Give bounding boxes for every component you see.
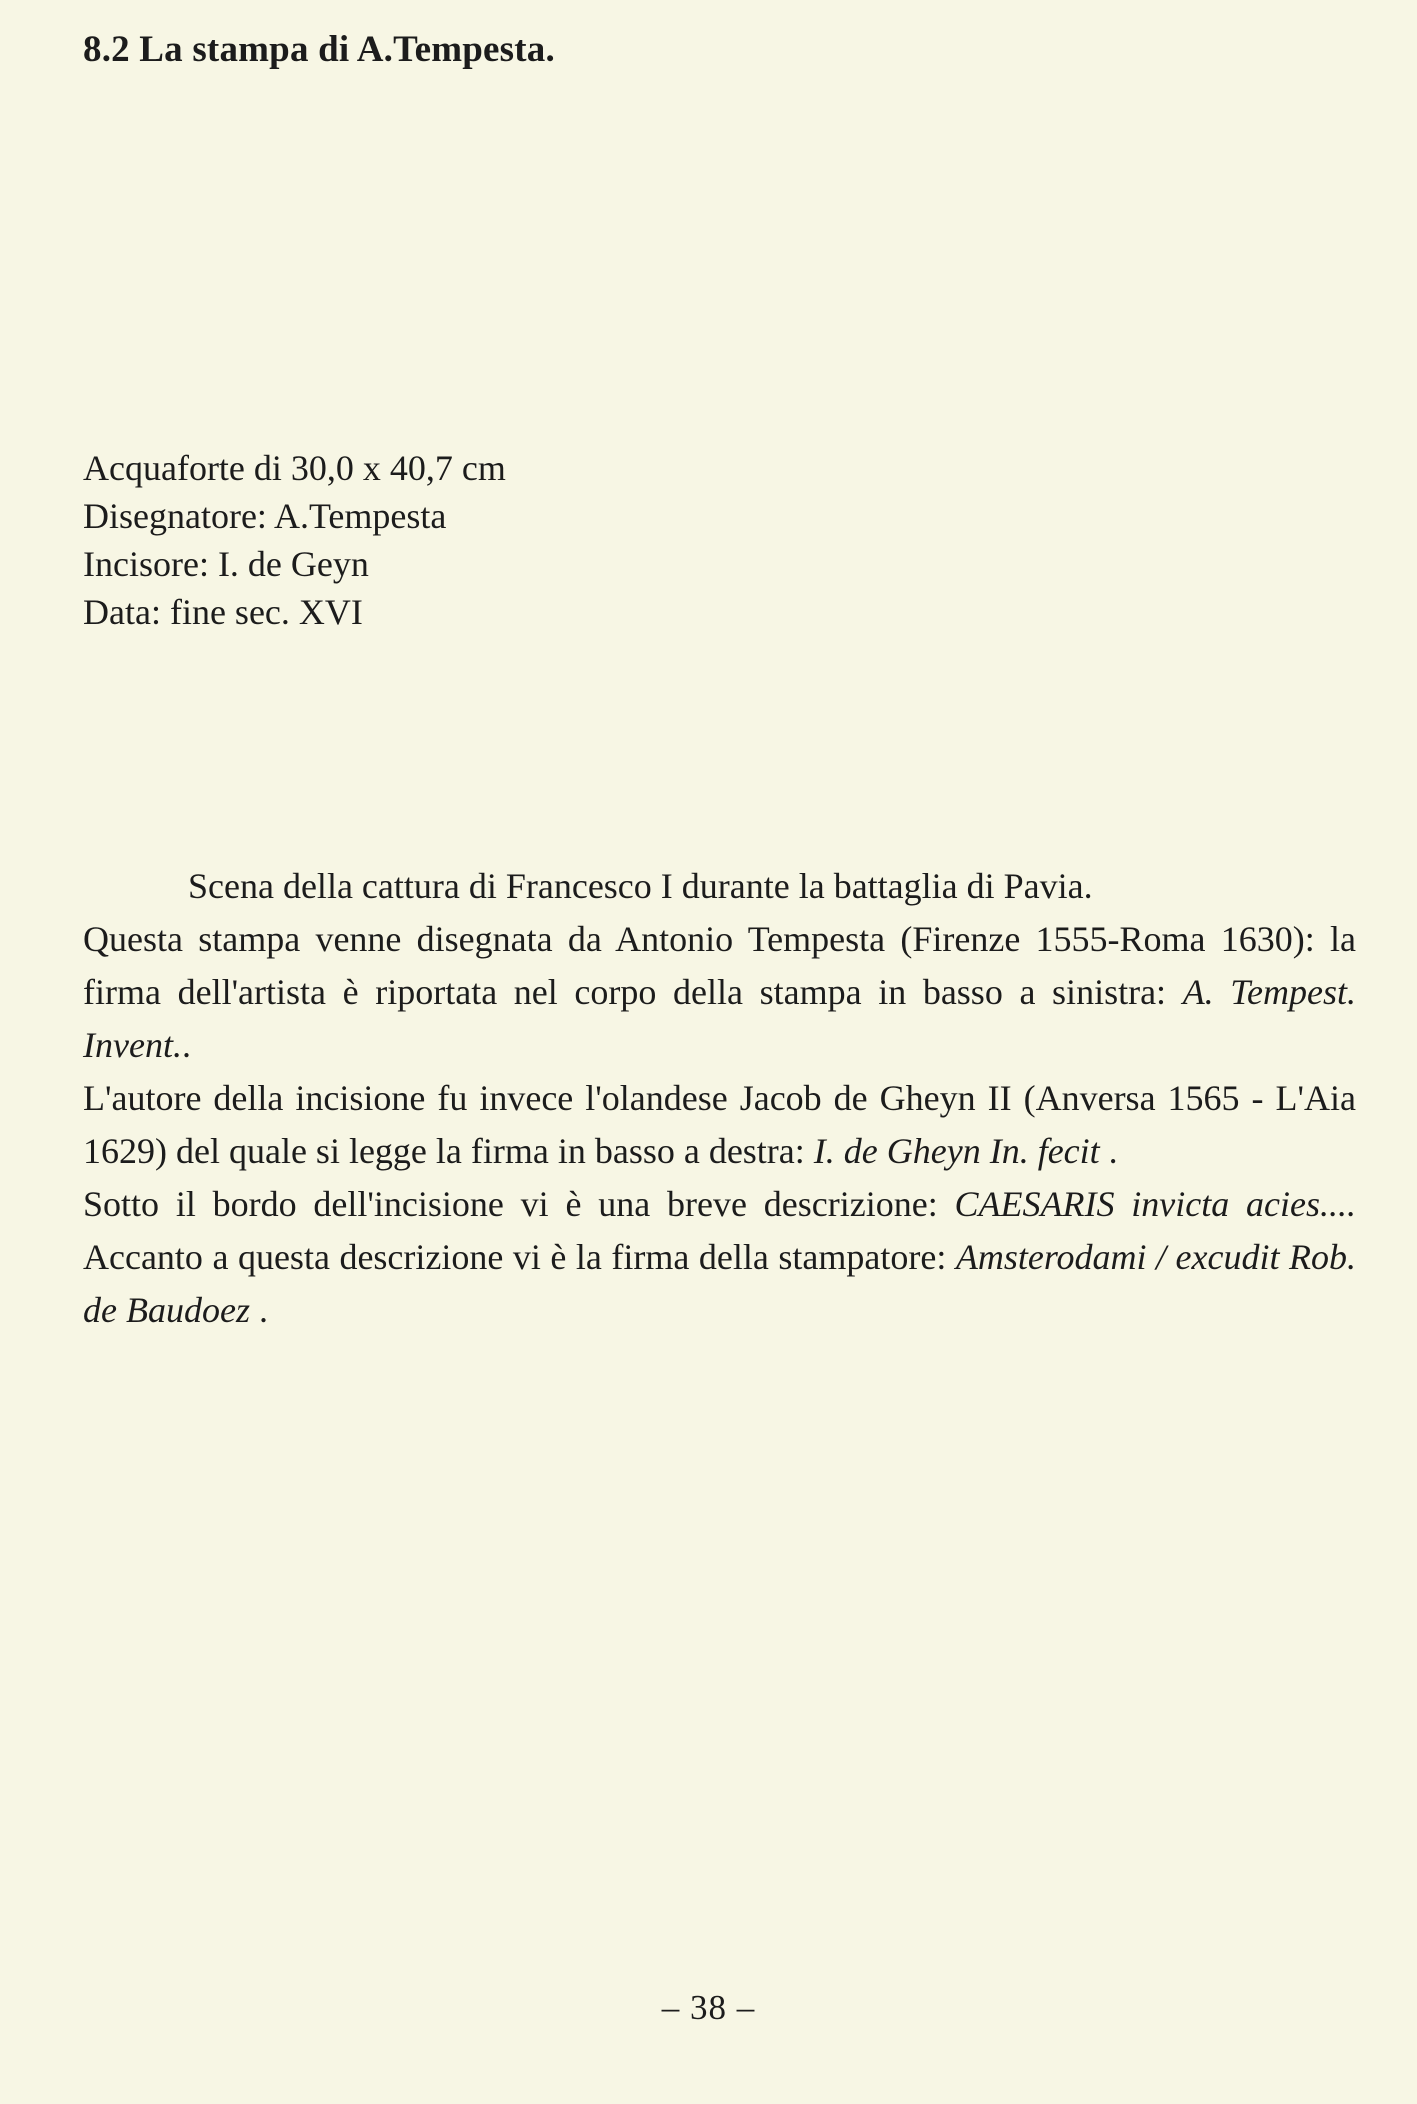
spec-date: Data: fine sec. XVI <box>83 592 363 632</box>
paragraph-printer-text: Sotto il bordo dell'incisione vi è una breve descrizione: <box>83 1184 955 1224</box>
spec-technique: Acquaforte di 30,0 x 40,7 cm <box>83 448 506 488</box>
paragraph-designer <box>83 913 1356 1072</box>
paragraph-printer-end: . <box>249 1290 268 1330</box>
page-number: – 38 – <box>661 1988 756 2027</box>
paragraph-engraver-end: . <box>1099 1131 1118 1171</box>
printer-signature: Amsterodami / excudit Rob. de Baudoez <box>83 1237 1356 1330</box>
print-specifications <box>83 444 506 636</box>
section-heading: 8.2 La stampa di A.Tempesta. <box>83 29 555 70</box>
paragraph-engraver-text: L'autore della incisione fu invece l'olandese Jacob de Gheyn II (Anversa 1565 - L'Aia 1629) del quale si legge la firma in basso a destra: <box>83 1078 1356 1171</box>
paragraph-printer <box>83 1178 1356 1337</box>
paragraph-printer-mid: Accanto a questa descrizione vi è la firma della stampatore: <box>83 1237 956 1277</box>
paragraph-designer-end: . <box>181 1025 191 1065</box>
designer-signature: A. Tempest. Invent. <box>83 972 1356 1065</box>
spec-engraver: Incisore: I. de Geyn <box>83 544 369 584</box>
paragraph-scene-text: Scena della cattura di Francesco I durante la battaglia di Pavia. <box>188 866 1093 906</box>
paragraph-scene <box>83 860 1356 913</box>
inscription-text: CAESARIS invicta acies.... <box>954 1184 1356 1224</box>
paragraph-engraver <box>83 1072 1356 1178</box>
paragraph-designer-text: Questa stampa venne disegnata da Antonio Tempesta (Firenze 1555-Roma 1630): la firma dell'artista è riportata nel corpo della stampa in basso a sinistra: <box>83 919 1356 1012</box>
engraver-signature: I. de Gheyn In. fecit <box>813 1131 1100 1171</box>
description-body <box>83 860 1356 1337</box>
spec-designer: Disegnatore: A.Tempesta <box>83 496 447 536</box>
